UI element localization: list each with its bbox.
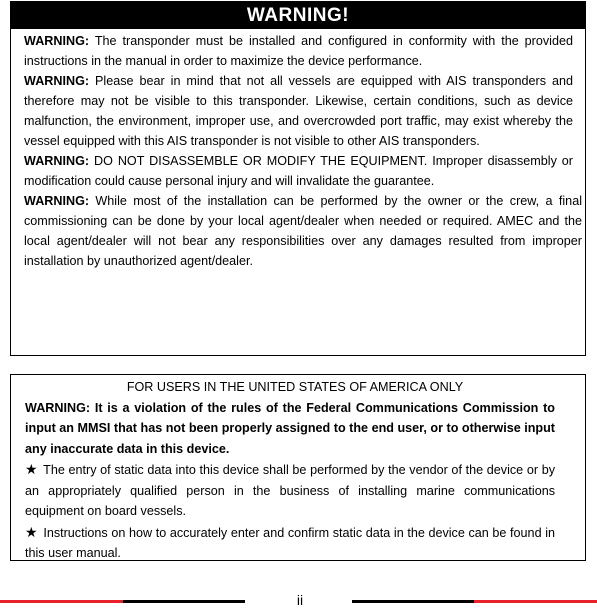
warning-label: WARNING:	[24, 34, 90, 48]
warning-item	[24, 71, 573, 151]
page-footer	[0, 592, 597, 608]
warning-body	[11, 29, 585, 271]
warning-item	[24, 151, 573, 191]
footer-bar-black-right	[352, 600, 474, 603]
star-icon: ★	[25, 461, 38, 477]
fcc-item-text: Instructions on how to accurately enter and confirm static data in the device can be found in this user manual.	[25, 525, 555, 560]
fcc-item-text: The entry of static data into this device shall be performed by the vendor of the device or by an appropriately qualified person in the business of installing marine communications equipment on board vessels.	[25, 463, 555, 518]
page-number: ii	[296, 592, 304, 608]
warning-text: The transponder must be installed and configured in conformity with the provided instructions in the manual in order to maximize the device performance.	[24, 34, 573, 68]
footer-bar-red-left	[0, 600, 123, 603]
fcc-title: FOR USERS IN THE UNITED STATES OF AMERICA ONLY	[126, 380, 464, 394]
fcc-item	[25, 522, 555, 564]
warning-label: WARNING:	[24, 74, 90, 88]
warning-box	[10, 1, 586, 356]
warning-text: Please bear in mind that not all vessels are equipped with AIS transponders and therefore may not be visible to this transponder. Likewise, certain conditions, such as device malfunction, the environment, improper use, and overcrowded port traffic, may exist whereby the vessel equipped with this AIS transponder is not visible to other AIS transponders.	[24, 74, 573, 148]
star-icon: ★	[25, 523, 38, 540]
warning-text: DO NOT DISASSEMBLE OR MODIFY THE EQUIPMENT. Improper disassembly or modification could cause personal injury and will invalidate the guarantee.	[24, 154, 573, 188]
warning-item	[24, 191, 582, 271]
fcc-warning: WARNING: It is a violation of the rules of the Federal Communications Commission to input an MMSI that has not been properly assigned to the end user, or to otherwise input any inaccurate data in this device.	[25, 400, 555, 456]
warning-item	[24, 31, 573, 71]
warning-label: WARNING:	[24, 194, 90, 208]
fcc-box	[10, 374, 586, 561]
footer-bar-red-right	[474, 600, 597, 603]
warning-label: WARNING:	[24, 154, 90, 168]
footer-bar-black-left	[123, 600, 245, 603]
warning-header: WARNING!	[11, 2, 585, 29]
fcc-item	[25, 459, 555, 522]
warning-text: While most of the installation can be performed by the owner or the crew, a final commissioning can be done by your local agent/dealer when needed or required. AMEC and the local agent/dealer will not bear any responsibilities over any damages resulted from improper installation by unauthorized agent/dealer.	[24, 194, 582, 268]
